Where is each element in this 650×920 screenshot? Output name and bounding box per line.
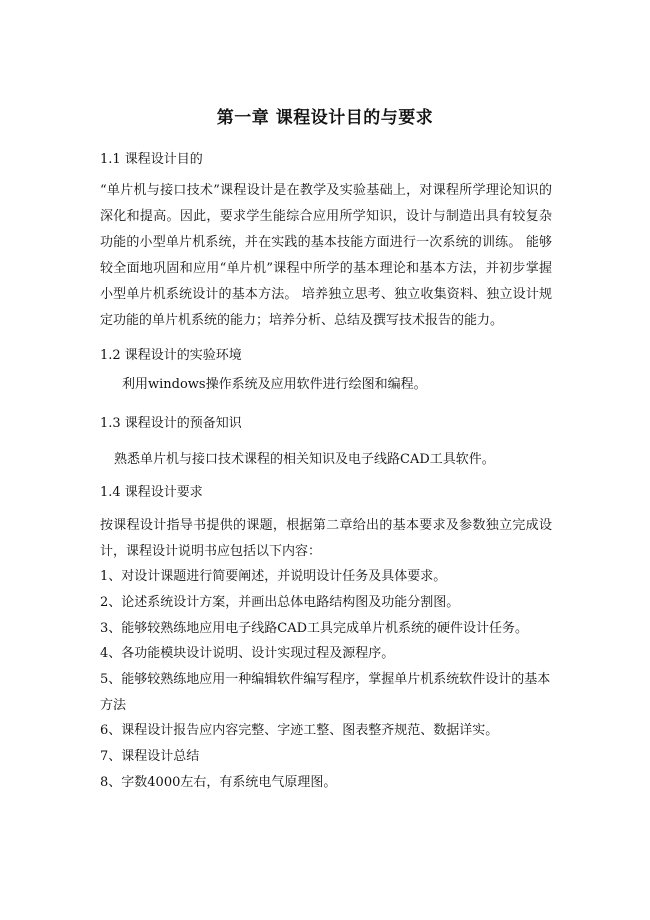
requirement-item: 7、课程设计总结 (100, 749, 200, 764)
section-body-1-2: 利用windows操作系统及应用软件进行绘图和编程。 (122, 377, 427, 392)
section-heading-1-3: 1.3 课程设计的预备知识 (100, 416, 242, 431)
requirement-item: 3、能够较熟练地应用电子线路CAD工具完成单片机系统的硬件设计任务。 (100, 621, 529, 636)
requirement-item: 8、字数4000左右，有系统电气原理图。 (100, 775, 337, 790)
requirement-item: 5、能够较熟练地应用一种编辑软件编写程序，掌握单片机系统软件设计的基本 (100, 672, 551, 687)
requirement-item: 4、各功能模块设计说明、设计实现过程及源程序。 (100, 646, 395, 661)
requirements-intro: 按课程设计指导书提供的课题，根据第二章给出的基本要求及参数独立完成设计，课程设计说明书应包括以下内容： (100, 518, 552, 559)
section-body-1-1: “单片机与接口技术”课程设计是在教学及实验基础上，对课程所学理论知识的深化和提高。因此，要求学生能综合应用所学知识，设计与制造出具有较复杂功能的小型单片机系统，并在实践的基本技能方面进行一次系统的训练。 能够较全面地巩固和应用“单片机”课程中所学的基本理论和基本方法，并初步掌握小型单片机系统设计的基本方法。 培养独立思考、独立收集资料、独立设计规定功能的单片机系统的能力；培养分析、总结及撰写技术报告的能力。 (100, 183, 552, 328)
section-heading-1-1: 1.1 课程设计目的 (100, 152, 203, 167)
section-heading-1-2: 1.2 课程设计的实验环境 (100, 348, 242, 363)
requirement-item: 1、对设计课题进行简要阐述，并说明设计任务及具体要求。 (100, 569, 447, 584)
section-body-1-3: 熟悉单片机与接口技术课程的相关知识及电子线路CAD工具软件。 (114, 452, 495, 467)
requirement-item-continuation: 方法 (100, 698, 127, 713)
requirement-item: 6、课程设计报告应内容完整、字迹工整、图表整齐规范、数据详实。 (100, 723, 499, 738)
requirement-item: 2、论述系统设计方案，并画出总体电路结构图及功能分割图。 (100, 595, 460, 610)
chapter-title: 第一章 课程设计目的与要求 (216, 108, 434, 128)
section-heading-1-4: 1.4 课程设计要求 (100, 485, 203, 500)
